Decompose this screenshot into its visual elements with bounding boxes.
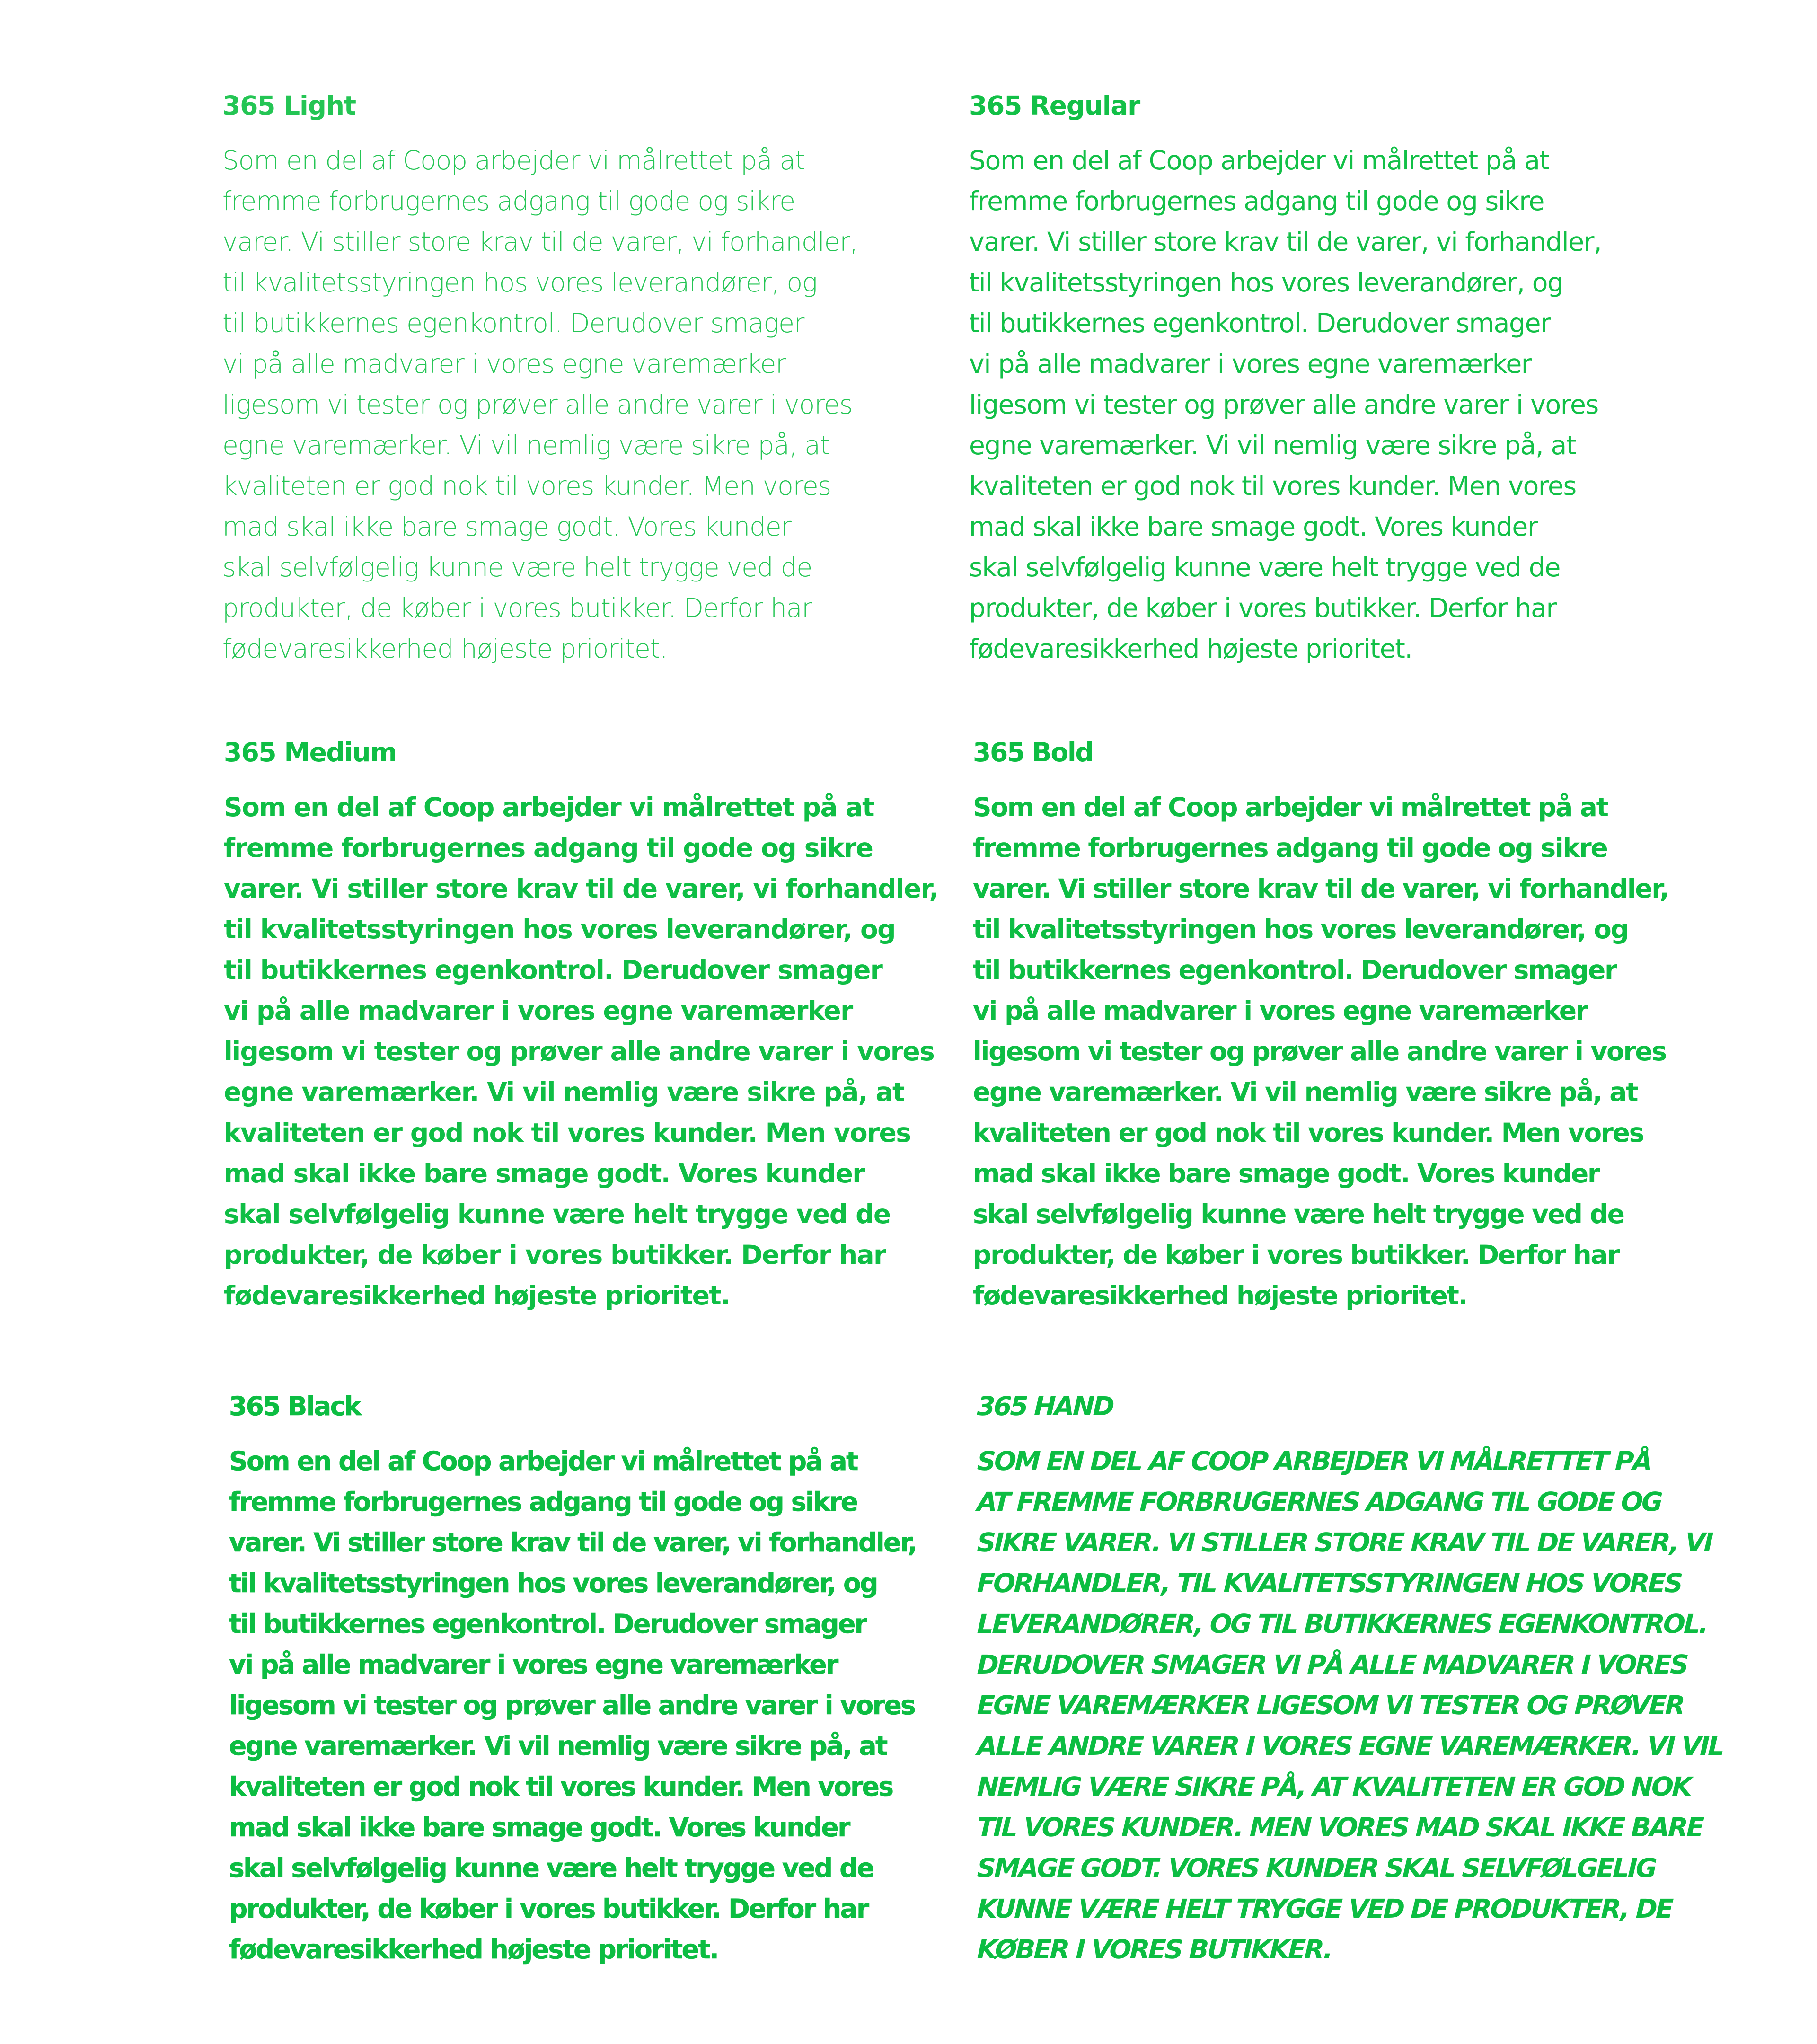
specimen-line: produkter, de køber i vores butikker. Derfor har xyxy=(973,1240,1619,1270)
specimen-line: skal selvfølgelig kunne være helt trygge ved de xyxy=(229,1853,873,1883)
specimen-line: fødevaresikkerhed højeste prioritet. xyxy=(224,1280,730,1311)
specimen-body xyxy=(224,787,938,1316)
specimen-line: KØBER I VORES BUTIKKER. xyxy=(976,1934,1332,1965)
specimen-line: ligesom vi tester og prøver alle andre varer i vores xyxy=(973,1036,1666,1066)
specimen-body xyxy=(973,787,1668,1316)
specimen-line: fødevaresikkerhed højeste prioritet. xyxy=(969,634,1412,664)
specimen-line: varer. Vi stiller store krav til de varer, vi forhandler, xyxy=(973,873,1668,904)
specimen-line: Som en del af Coop arbejder vi målrettet på at xyxy=(222,145,805,176)
specimen-line: skal selvfølgelig kunne være helt trygge ved de xyxy=(973,1199,1624,1229)
specimen-title: 365 Regular xyxy=(969,90,1140,121)
specimen-line: kvaliteten er god nok til vores kunder. Men vores xyxy=(229,1771,893,1802)
specimen-line: ligesom vi tester og prøver alle andre varer i vores xyxy=(224,1036,935,1066)
specimen-line: kvaliteten er god nok til vores kunder. Men vores xyxy=(224,1118,911,1148)
specimen-line: til kvalitetsstyringen hos vores leverandører, og xyxy=(973,914,1628,944)
specimen-line: egne varemærker. Vi vil nemlig være sikre på, at xyxy=(969,430,1576,460)
specimen-line: SOM EN DEL AF COOP ARBEJDER VI MÅLRETTET PÅ xyxy=(976,1446,1652,1476)
specimen-line: produkter, de køber i vores butikker. Derfor har xyxy=(222,593,812,623)
specimen-line: vi på alle madvarer i vores egne varemærker xyxy=(969,349,1532,379)
specimen-line: til kvalitetsstyringen hos vores leverandører, og xyxy=(222,267,817,298)
specimen-line: varer. Vi stiller store krav til de varer, vi forhandler, xyxy=(224,873,938,904)
specimen-line: Som en del af Coop arbejder vi målrettet på at xyxy=(969,145,1549,176)
specimen-line: NEMLIG VÆRE SIKRE PÅ, AT KVALITETEN ER GOD NOK xyxy=(976,1771,1691,1802)
specimen-line: mad skal ikke bare smage godt. Vores kunder xyxy=(229,1812,849,1842)
specimen-line: varer. Vi stiller store krav til de varer, vi forhandler, xyxy=(222,227,858,257)
specimen-line: mad skal ikke bare smage godt. Vores kunder xyxy=(222,511,791,542)
specimen-line: egne varemærker. Vi vil nemlig være sikre på, at xyxy=(224,1077,904,1107)
specimen-line: mad skal ikke bare smage godt. Vores kunder xyxy=(969,511,1538,542)
specimen-body xyxy=(976,1441,1724,1970)
specimen-line: kvaliteten er god nok til vores kunder. Men vores xyxy=(973,1118,1644,1148)
specimen-body xyxy=(222,140,885,669)
specimen-line: fødevaresikkerhed højeste prioritet. xyxy=(222,634,668,664)
specimen-line: varer. Vi stiller store krav til de varer, vi forhandler, xyxy=(969,227,1602,257)
specimen-line: fremme forbrugernes adgang til gode og sikre xyxy=(222,186,795,216)
specimen-line: egne varemærker. Vi vil nemlig være sikre på, at xyxy=(222,430,830,460)
specimen-title: 365 Medium xyxy=(224,737,397,767)
specimen-line: egne varemærker. Vi vil nemlig være sikre på, at xyxy=(229,1731,887,1761)
specimen-line: produkter, de køber i vores butikker. Derfor har xyxy=(969,593,1556,623)
specimen-line: skal selvfølgelig kunne være helt trygge ved de xyxy=(224,1199,891,1229)
font-specimen-regular xyxy=(969,85,1632,669)
specimen-line: DERUDOVER SMAGER VI PÅ ALLE MADVARER I VORES xyxy=(976,1649,1688,1680)
specimen-line: skal selvfølgelig kunne være helt trygge ved de xyxy=(222,552,812,582)
specimen-title: 365 HAND xyxy=(976,1391,1114,1421)
font-specimen-medium xyxy=(224,732,938,1316)
specimen-line: Som en del af Coop arbejder vi målrettet på at xyxy=(973,792,1608,822)
font-specimen-black xyxy=(229,1386,917,1970)
specimen-line: ligesom vi tester og prøver alle andre varer i vores xyxy=(222,389,853,420)
specimen-line: FORHANDLER, TIL KVALITETSSTYRINGEN HOS VORES xyxy=(976,1568,1682,1598)
specimen-line: AT FREMME FORBRUGERNES ADGANG TIL GODE OG xyxy=(976,1487,1662,1517)
specimen-line: til butikkernes egenkontrol. Derudover smager xyxy=(222,308,804,338)
specimen-title: 365 Light xyxy=(222,90,356,121)
specimen-line: til kvalitetsstyringen hos vores leverandører, og xyxy=(229,1568,877,1598)
specimen-line: til butikkernes egenkontrol. Derudover smager xyxy=(229,1609,866,1639)
specimen-title: 365 Black xyxy=(229,1391,361,1421)
specimen-line: fremme forbrugernes adgang til gode og sikre xyxy=(224,833,873,863)
specimen-line: fremme forbrugernes adgang til gode og sikre xyxy=(229,1487,857,1517)
font-specimen-bold xyxy=(973,732,1668,1316)
specimen-line: ALLE ANDRE VARER I VORES EGNE VAREMÆRKER. VI VIL xyxy=(976,1731,1724,1761)
specimen-line: Som en del af Coop arbejder vi målrettet på at xyxy=(224,792,874,822)
specimen-line: egne varemærker. Vi vil nemlig være sikre på, at xyxy=(973,1077,1638,1107)
specimen-line: vi på alle madvarer i vores egne varemærker xyxy=(222,349,786,379)
specimen-line: vi på alle madvarer i vores egne varemærker xyxy=(229,1649,838,1680)
font-specimen-hand xyxy=(976,1386,1724,1970)
specimen-line: mad skal ikke bare smage godt. Vores kunder xyxy=(973,1158,1599,1189)
specimen-body xyxy=(969,140,1632,669)
specimen-line: ligesom vi tester og prøver alle andre varer i vores xyxy=(229,1690,915,1720)
specimen-line: vi på alle madvarer i vores egne varemærker xyxy=(224,996,853,1026)
specimen-line: mad skal ikke bare smage godt. Vores kunder xyxy=(224,1158,864,1189)
specimen-line: produkter, de køber i vores butikker. Derfor har xyxy=(224,1240,886,1270)
specimen-line: varer. Vi stiller store krav til de varer, vi forhandler, xyxy=(229,1527,917,1558)
specimen-line: til kvalitetsstyringen hos vores leverandører, og xyxy=(224,914,895,944)
specimen-line: SMAGE GODT. VORES KUNDER SKAL SELVFØLGELIG xyxy=(976,1853,1656,1883)
specimen-line: produkter, de køber i vores butikker. Derfor har xyxy=(229,1894,868,1924)
specimen-line: kvaliteten er god nok til vores kunder. Men vores xyxy=(969,471,1576,501)
specimen-line: SIKRE VARER. VI STILLER STORE KRAV TIL DE VARER, VI xyxy=(976,1527,1712,1558)
specimen-line: TIL VORES KUNDER. MEN VORES MAD SKAL IKKE BARE xyxy=(976,1812,1703,1842)
specimen-line: fødevaresikkerhed højeste prioritet. xyxy=(973,1280,1467,1311)
specimen-line: kvaliteten er god nok til vores kunder. Men vores xyxy=(222,471,831,501)
specimen-line: KUNNE VÆRE HELT TRYGGE VED DE PRODUKTER, DE xyxy=(976,1894,1673,1924)
specimen-line: ligesom vi tester og prøver alle andre varer i vores xyxy=(969,389,1598,420)
specimen-line: til butikkernes egenkontrol. Derudover smager xyxy=(969,308,1551,338)
font-specimen-light xyxy=(222,85,885,669)
specimen-line: til kvalitetsstyringen hos vores leverandører, og xyxy=(969,267,1563,298)
specimen-line: fremme forbrugernes adgang til gode og sikre xyxy=(969,186,1544,216)
specimen-body xyxy=(229,1441,917,1970)
specimen-line: fremme forbrugernes adgang til gode og sikre xyxy=(973,833,1607,863)
specimen-line: til butikkernes egenkontrol. Derudover smager xyxy=(973,955,1616,985)
specimen-line: fødevaresikkerhed højeste prioritet. xyxy=(229,1934,718,1965)
specimen-line: LEVERANDØRER, OG TIL BUTIKKERNES EGENKONTROL. xyxy=(976,1609,1708,1639)
specimen-line: Som en del af Coop arbejder vi målrettet på at xyxy=(229,1446,857,1476)
specimen-line: til butikkernes egenkontrol. Derudover smager xyxy=(224,955,882,985)
specimen-title: 365 Bold xyxy=(973,737,1093,767)
specimen-line: skal selvfølgelig kunne være helt trygge ved de xyxy=(969,552,1560,582)
specimen-line: EGNE VAREMÆRKER LIGESOM VI TESTER OG PRØVER xyxy=(976,1690,1685,1720)
specimen-line: vi på alle madvarer i vores egne varemærker xyxy=(973,996,1588,1026)
